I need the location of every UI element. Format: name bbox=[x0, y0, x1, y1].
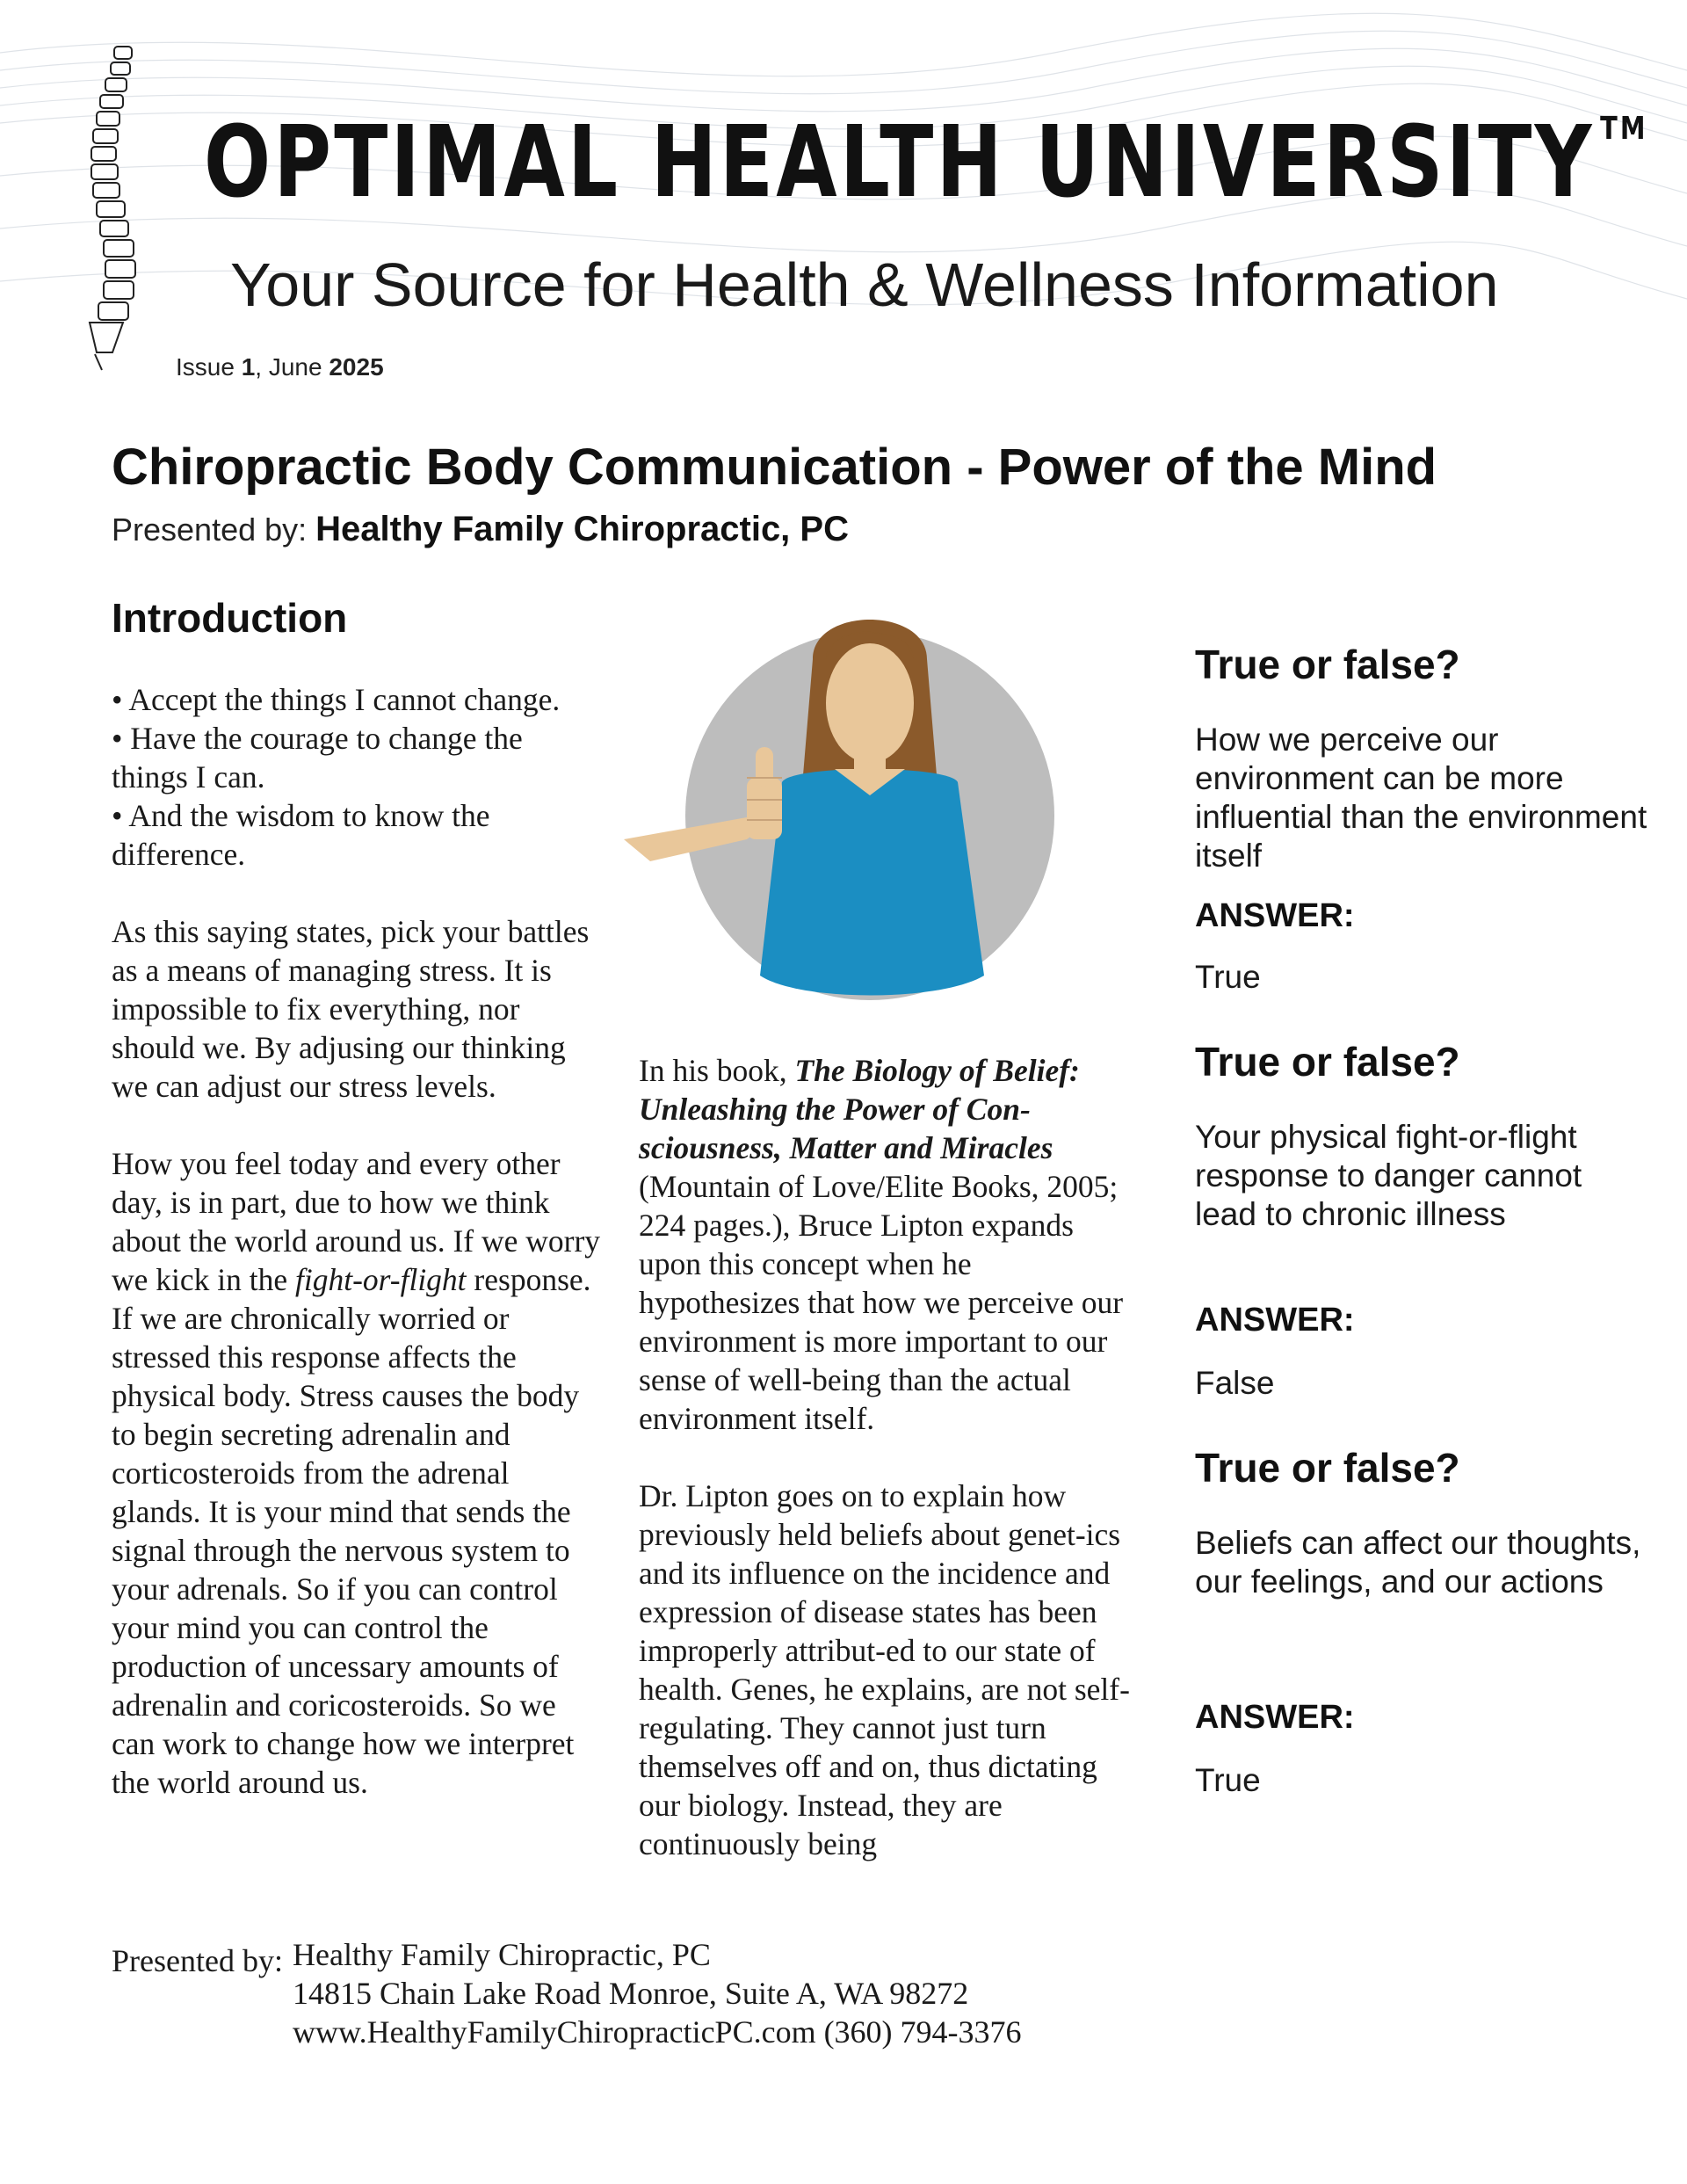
quiz-1-question: How we perceive our environment can be more influential than the environment itself bbox=[1195, 722, 1647, 874]
quiz-3-heading: True or false? bbox=[1195, 1445, 1460, 1491]
footer-website-phone: www.HealthyFamilyChiropracticPC.com (360) 794-3376 bbox=[293, 2014, 1022, 2050]
footer-practice-name: Healthy Family Chiropractic, PC bbox=[293, 1937, 711, 1972]
intro-heading: Introduction bbox=[112, 595, 348, 641]
brand-title: OPTIMAL HEALTH UNIVERSITY ™ bbox=[204, 105, 1648, 220]
quiz-1-answer: True bbox=[1195, 959, 1261, 995]
column-left bbox=[112, 680, 604, 1840]
thumbs-up-woman-illustration bbox=[615, 606, 1072, 1002]
quiz-2-answer-label: ANSWER: bbox=[1195, 1302, 1355, 1339]
quiz-1-answer-label: ANSWER: bbox=[1195, 897, 1355, 934]
article-title: Chiropractic Body Communication - Power of the Mind bbox=[112, 439, 1437, 496]
footer-contact bbox=[293, 1935, 1022, 2051]
issue-line: Issue 1, June 2025 bbox=[176, 353, 384, 381]
quiz-3-question: Beliefs can affect our thoughts, our feelings, and our actions bbox=[1195, 1525, 1641, 1600]
spine-illustration bbox=[70, 40, 149, 374]
footer-address: 14815 Chain Lake Road Monroe, Suite A, WA 98272 bbox=[293, 1976, 969, 2011]
quiz-3-answer: True bbox=[1195, 1762, 1261, 1798]
book-title: The Biology of Belief: Unleashing the Power of Con-sciousness, Matter and Miracles bbox=[639, 1053, 1080, 1165]
footer-presented-label: Presented by: bbox=[112, 1943, 283, 1978]
presenter-name: Healthy Family Chiropractic, PC bbox=[315, 510, 849, 548]
presented-label: Presented by: bbox=[112, 512, 308, 548]
book-paragraph: In his book, The Biology of Belief: Unleashing the Power of Con-sciousness, Matter and Miracles (Mountain of Love/Elite Books, 2005; 224 pages.), Bruce Lipton expands upon this concept when he hypothesizes that how we perceive our environment is more important to our sense of well-being than the actual environment itself. bbox=[639, 1053, 1124, 1436]
trademark-mark: TM bbox=[1600, 111, 1648, 147]
quiz-2-answer: False bbox=[1195, 1365, 1275, 1401]
tagline: Your Source for Health & Wellness Information bbox=[230, 250, 1499, 319]
intro-bullets: • Accept the things I cannot change. • Have the courage to change the things I can. • And the wisdom to know the difference. bbox=[112, 682, 561, 872]
quiz-2-question: Your physical fight-or-flight response to danger cannot lead to chronic illness bbox=[1195, 1119, 1582, 1232]
presented-by bbox=[112, 510, 1342, 549]
lipton-paragraph: Dr. Lipton goes on to explain how previously held beliefs about genet-ics and its influence on the incidence and expression of disease states has been improperly attribut-ed to our state of health. Genes, he explains, are not self-regulating. They cannot just turn themselves off and on, thus dictating our biology. Instead, they are continuously being bbox=[639, 1478, 1130, 1861]
quiz-2-heading: True or false? bbox=[1195, 1039, 1460, 1085]
intro-paragraph-2: As this saying states, pick your battles as a means of managing stress. It is impossible to fix everything, nor should we. By adjusing our thinking we can adjust our stress levels. bbox=[112, 914, 590, 1104]
quiz-1-heading: True or false? bbox=[1195, 642, 1460, 687]
column-middle bbox=[639, 1051, 1140, 1902]
quiz-3-answer-label: ANSWER: bbox=[1195, 1699, 1355, 1736]
intro-paragraph-3: How you feel today and every other day, is in part, due to how we think about the world around us. If we worry we kick in the fight-or-flight response. If we are chronically worried or stressed this response affects the physical body. Stress causes the body to begin secreting adrenalin and corticosteroids from the adrenal glands. It is your mind that sends the signal through the nervous system to your adrenals. So if you can control your mind you can control the production of uncessary amounts of adrenalin and coricosteroids. So we can work to change how we interpret the world around us. bbox=[112, 1146, 601, 1800]
